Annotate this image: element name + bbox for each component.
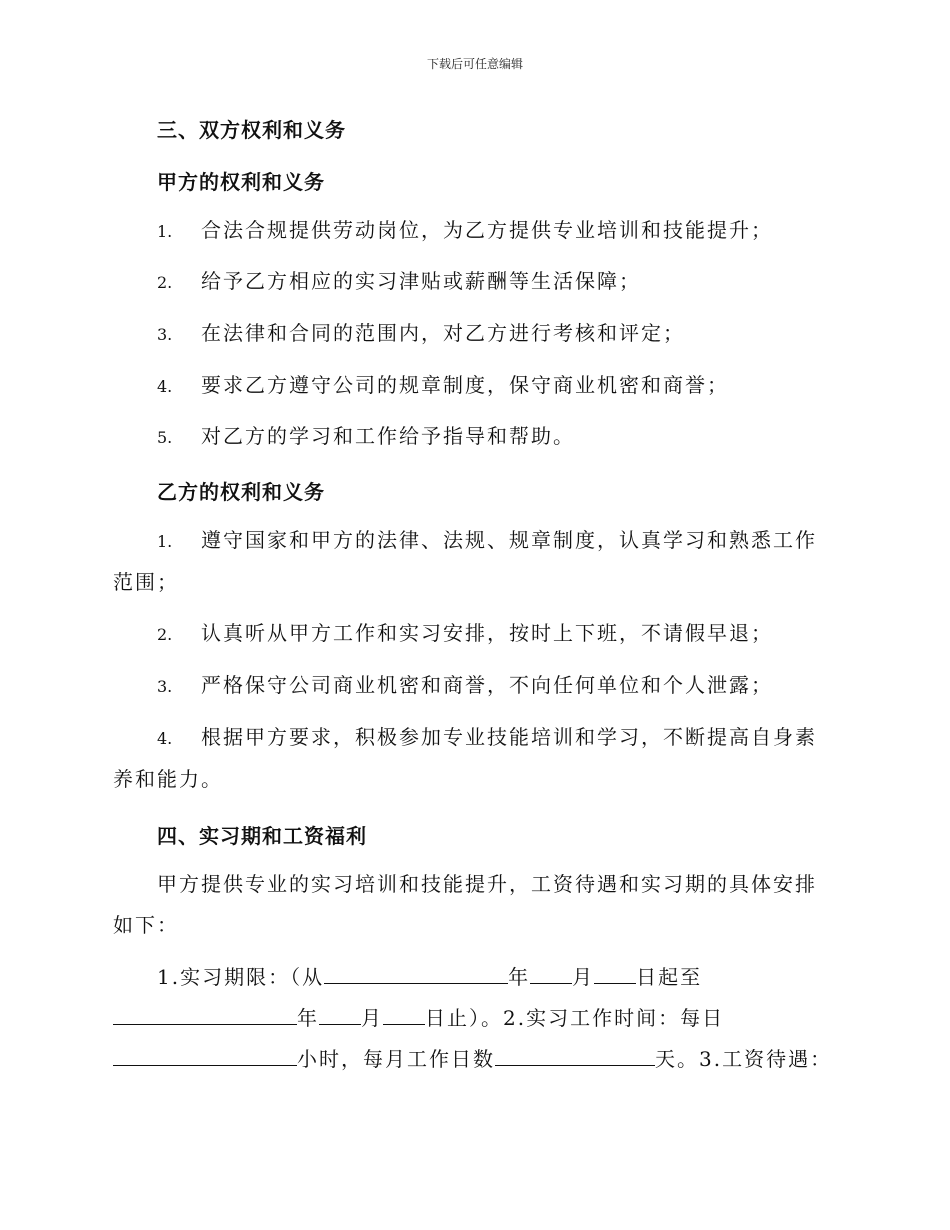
section-3-title: 三、双方权利和义务 <box>157 118 346 142</box>
party-a-item-1: 1. 合法合规提供劳动岗位，为乙方提供专业培训和技能提升； <box>157 218 773 242</box>
page-header: 下载后可任意编辑 <box>426 57 523 71</box>
party-b-item-4: 4. 根据甲方要求，积极参加专业技能培训和学习，不断提高自身素养和能力。 <box>113 725 817 791</box>
party-a-item-5: 5. 对乙方的学习和工作给予指导和帮助。 <box>157 424 575 448</box>
internship-terms-fill-in: 1.实习期限：（从 年 月 日起至年 月 日止）。2.实习工作时间：每日小时，每月工作日数 天。3.工资待遇： <box>113 957 835 1080</box>
party-a-item-4: 4. 要求乙方遵守公司的规章制度，保守商业机密和商誉； <box>157 373 729 397</box>
section-4-intro: 甲方提供专业的实习培训和技能提升，工资待遇和实习期的具体安排如下： <box>113 872 817 937</box>
party-b-item-2: 2. 认真听从甲方工作和实习安排，按时上下班，不请假早退； <box>157 621 773 645</box>
party-a-title: 甲方的权利和义务 <box>157 170 325 194</box>
party-b-item-1: 1. 遵守国家和甲方的法律、法规、规章制度，认真学习和熟悉工作范围； <box>113 528 817 594</box>
party-b-title: 乙方的权利和义务 <box>157 480 325 504</box>
section-4-title: 四、实习期和工资福利 <box>157 824 367 848</box>
party-a-item-2: 2. 给予乙方相应的实习津贴或薪酬等生活保障； <box>157 269 641 293</box>
party-a-item-3: 3. 在法律和合同的范围内，对乙方进行考核和评定； <box>157 321 685 345</box>
party-b-item-3: 3. 严格保守公司商业机密和商誉，不向任何单位和个人泄露； <box>157 673 773 697</box>
